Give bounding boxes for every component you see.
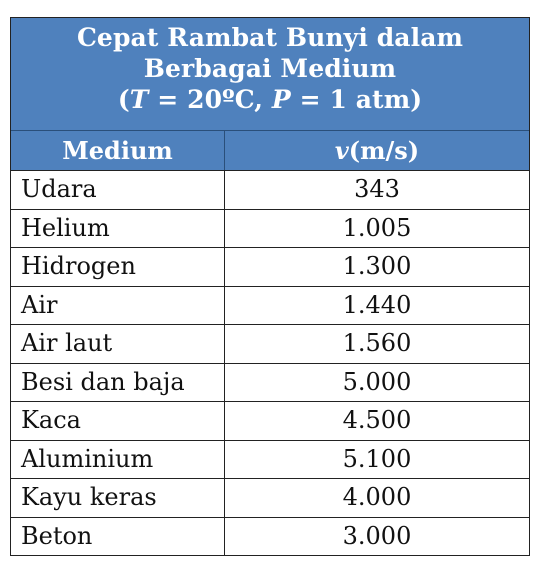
table-row [11, 517, 529, 556]
table-row [11, 478, 529, 517]
table-row [11, 286, 529, 325]
table-row [11, 247, 529, 286]
speed-cell: 1.560 [342, 329, 412, 357]
table-title [11, 18, 529, 130]
medium-cell: Air laut [11, 325, 225, 363]
speed-cell: 5.000 [342, 367, 412, 396]
header-medium: Medium [11, 131, 225, 170]
medium-cell: Helium [11, 210, 225, 248]
medium-cell: Besi dan baja [11, 364, 225, 402]
table-title-line-1: Cepat Rambat Bunyi dalam [76, 23, 464, 52]
header-speed-symbol: v [334, 136, 349, 165]
medium-cell: Kayu keras [11, 479, 225, 517]
speed-cell: 1.440 [342, 290, 412, 319]
speed-cell: 4.500 [342, 406, 412, 434]
medium-cell: Udara [11, 171, 225, 209]
speed-cell: 3.000 [342, 521, 412, 550]
table-row [11, 440, 529, 479]
title-pressure-symbol: P [271, 85, 291, 114]
title-pressure-value: = 1 atm) [290, 85, 423, 114]
table-row [11, 209, 529, 248]
medium-cell: Beton [11, 518, 225, 556]
table-row [11, 401, 529, 440]
title-paren-open: ( [117, 85, 130, 114]
table-body [11, 170, 529, 555]
speed-cell: 1.005 [342, 213, 412, 242]
table-title-line-2: Berbagai Medium [143, 54, 397, 83]
sound-speed-table [10, 17, 530, 556]
medium-cell: Aluminium [11, 441, 225, 479]
table-title-line-3 [11, 84, 529, 115]
table-row [11, 324, 529, 363]
medium-cell: Hidrogen [11, 248, 225, 286]
speed-cell: 1.300 [342, 252, 412, 280]
speed-cell: 4.000 [342, 483, 412, 511]
medium-cell: Kaca [11, 402, 225, 440]
table-row [11, 170, 529, 209]
speed-cell: 5.100 [342, 444, 412, 473]
title-temperature-symbol: T [129, 85, 149, 114]
medium-cell: Air [11, 287, 225, 325]
speed-cell: 343 [354, 175, 400, 203]
title-temperature-value: = 20ºC, [148, 85, 272, 114]
table-row [11, 363, 529, 402]
table-header-row [11, 130, 529, 170]
header-speed-unit: (m/s) [348, 136, 420, 165]
header-speed [225, 131, 529, 170]
